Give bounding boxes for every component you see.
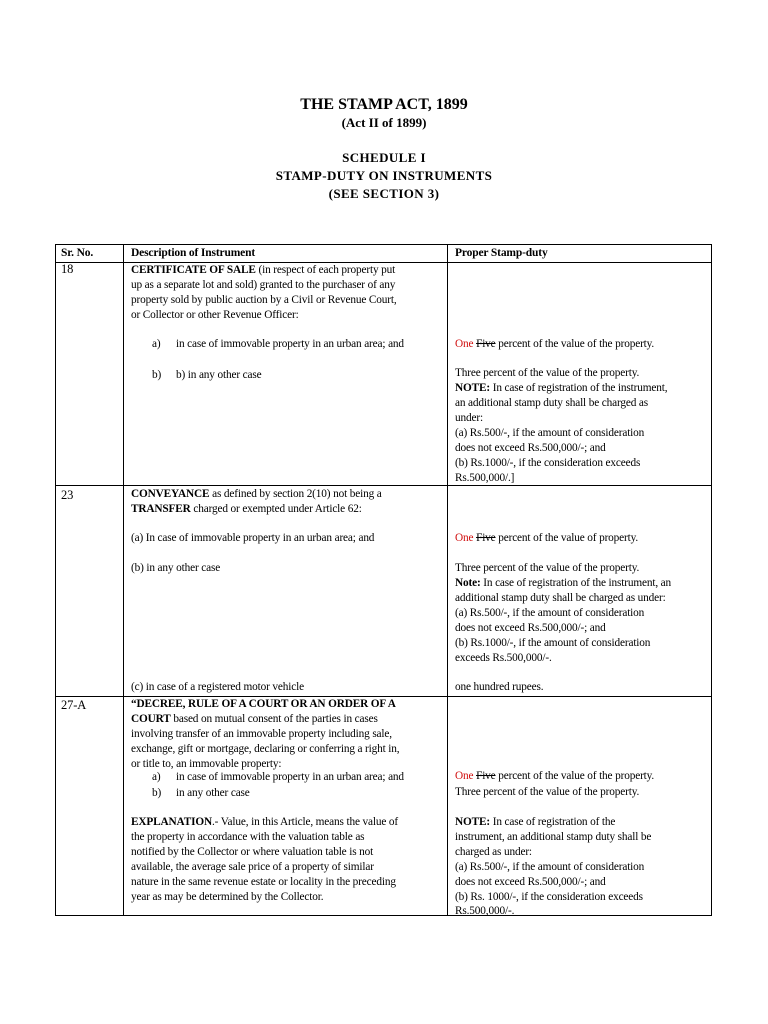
note-line: Rs.500,000/.] [455,472,515,484]
explanation-text: EXPLANATION.- Value, in this Article, means the value of [131,816,398,828]
note-text: NOTE: In case of registration of the [455,816,616,828]
row-sr-no: 27-A [61,698,87,712]
note-line: additional stamp duty shall be charged as under: [455,592,666,604]
column-divider [123,245,124,915]
row-description-line: or Collector or other Revenue Officer: [131,309,299,321]
item-text: in case of immovable property in an urban area; and [176,771,404,783]
instrument-title: TRANSFER [131,503,191,515]
column-header-description: Description of Instrument [131,247,256,259]
explanation-line: notified by the Collector or where valuation table is not [131,846,374,858]
amended-text: One [455,532,474,544]
note-label: NOTE: [455,816,491,828]
struck-text: Five [476,338,496,350]
stamp-duty-table [55,244,712,916]
item-label: a) [152,338,161,350]
item-label: b) [152,369,162,381]
amended-text: One [455,770,474,782]
note-line: does not exceed Rs.500,000/-; and [455,442,606,454]
item-text: (a) In case of immovable property in an urban area; and [131,532,375,544]
row-description: CERTIFICATE OF SALE (in respect of each property put [131,264,396,276]
note-line: (b) Rs. 1000/-, if the consideration exceeds [455,891,643,903]
note-label: Note: [455,577,481,589]
note-line: (a) Rs.500/-, if the amount of consideration [455,427,645,439]
instrument-title: CERTIFICATE OF SALE [131,264,256,276]
row-divider [56,485,711,486]
note-text: Note: In case of registration of the instrument, an [455,577,672,589]
explanation-line: year as may be determined by the Collector. [131,891,324,903]
row-description-line: property sold by public auction by a Civil or Revenue Court, [131,294,397,306]
note-line: instrument, an additional stamp duty shall be [455,831,652,843]
explanation-line: available, the average sale price of a property of similar [131,861,374,873]
duty-text: One Five percent of the value of the property. [455,338,655,350]
section-reference: (SEE SECTION 3) [328,186,440,201]
note-line: charged as under: [455,846,532,858]
item-text: in any other case [176,787,250,799]
schedule-label: SCHEDULE I [342,150,426,165]
item-text: b) in any other case [176,369,262,381]
schedule-heading: STAMP-DUTY ON INSTRUMENTS [275,168,493,183]
explanation-label: EXPLANATION [131,816,212,828]
note-line: under: [455,412,483,424]
amended-text: One [455,338,474,350]
note-line: (a) Rs.500/-, if the amount of consideration [455,607,645,619]
row-description-line: TRANSFER charged or exempted under Article 62: [131,503,362,515]
note-line: does not exceed Rs.500,000/-; and [455,622,606,634]
struck-text: Five [476,532,496,544]
note-line: exceeds Rs.500,000/-. [455,652,552,664]
duty-text: One Five percent of the value of the property. [455,770,655,782]
item-label: b) [152,787,162,799]
row-description-line: up as a separate lot and sold) granted to the purchaser of any [131,279,396,291]
duty-text: one hundred rupees. [455,681,544,693]
item-text: (b) in any other case [131,562,221,574]
note-line: (b) Rs.1000/-, if the amount of consideration [455,637,651,649]
explanation-line: nature in the same revenue estate or locality in the preceding [131,876,396,888]
column-header-stamp-duty: Proper Stamp-duty [455,247,548,259]
row-description-line: exchange, gift or mortgage, declaring or conferring a right in, [131,743,400,755]
row-description-line: or title to, an immovable property: [131,758,282,770]
column-divider [447,245,448,915]
document-title: THE STAMP ACT, 1899 [300,96,468,113]
item-text: in case of immovable property in an urban area; and [176,338,404,350]
note-line: Rs.500,000/-. [455,905,515,917]
column-header-sr-no: Sr. No. [61,247,94,259]
row-description: COURT based on mutual consent of the parties in cases [131,713,378,725]
explanation-line: the property in accordance with the valuation table as [131,831,365,843]
duty-text: Three percent of the value of the property. [455,786,640,798]
note-line: (b) Rs.1000/-, if the consideration exceeds [455,457,641,469]
note-line: an additional stamp duty shall be charged as [455,397,649,409]
struck-text: Five [476,770,496,782]
duty-text: One Five percent of the value of property. [455,532,639,544]
note-line: (a) Rs.500/-, if the amount of consideration [455,861,645,873]
row-description: CONVEYANCE as defined by section 2(10) not being a [131,488,382,500]
instrument-title: CONVEYANCE [131,488,210,500]
row-sr-no: 23 [61,488,74,502]
document-subtitle: (Act II of 1899) [341,115,427,130]
instrument-title: COURT [131,713,171,725]
duty-text: Three percent of the value of the property. [455,562,640,574]
note-text: NOTE: In case of registration of the instrument, [455,382,668,394]
row-description-line: involving transfer of an immovable property including sale, [131,728,392,740]
instrument-title: “DECREE, RULE OF A COURT OR AN ORDER OF A [131,698,396,710]
note-line: does not exceed Rs.500,000/-; and [455,876,606,888]
row-sr-no: 18 [61,262,74,276]
note-label: NOTE: [455,382,491,394]
item-text: (c) in case of a registered motor vehicle [131,681,304,693]
item-label: a) [152,771,161,783]
duty-text: Three percent of the value of the property. [455,367,640,379]
